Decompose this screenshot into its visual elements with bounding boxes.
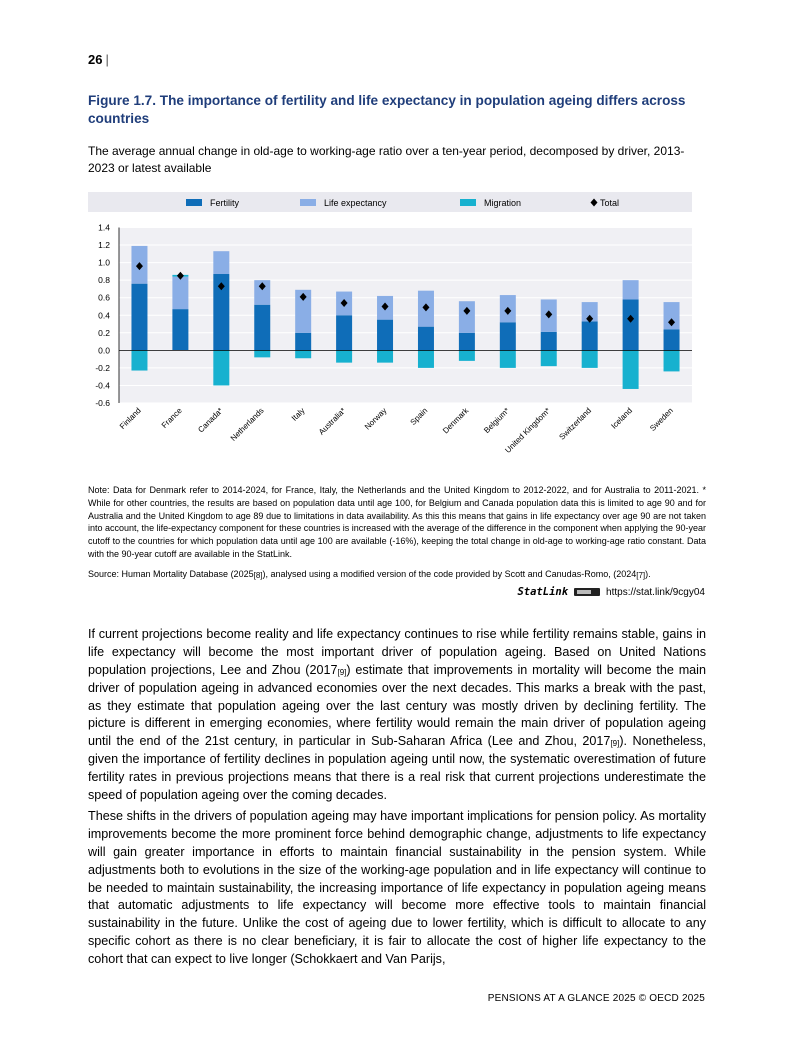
figure-subtitle: The average annual change in old-age to working-age ratio over a ten-year period, decomposed by driver, 2013-2023 or latest available (88, 144, 685, 175)
bar-fertility (500, 322, 516, 350)
bar-migration (500, 350, 516, 368)
y-tick-label: -0.4 (95, 380, 110, 391)
y-tick-label: 0.6 (98, 292, 110, 303)
y-tick-label: 1.4 (98, 222, 110, 233)
bar-life-expectancy (623, 280, 639, 299)
x-tick-label: Spain (408, 406, 430, 427)
page-footer: PENSIONS AT A GLANCE 2025 © OECD 2025 (487, 993, 705, 1004)
bar-fertility (295, 333, 311, 351)
bar-life-expectancy (213, 251, 229, 274)
legend-label-2: Migration (484, 198, 522, 208)
decomposition-chart (88, 190, 704, 470)
bar-migration (664, 350, 680, 371)
bar-fertility (254, 305, 270, 351)
bar-migration (254, 350, 270, 357)
legend-label-3: Total (600, 198, 620, 208)
legend-label-0: Fertility (210, 198, 239, 208)
bar-migration (295, 350, 311, 358)
x-tick-label: Denmark (440, 406, 471, 436)
bar-migration (582, 350, 598, 368)
y-tick-label: 0.0 (98, 345, 110, 356)
x-tick-label: France (159, 406, 184, 431)
y-tick-label: -0.2 (95, 362, 110, 373)
y-tick-label: 1.2 (98, 240, 110, 251)
x-tick-label: Italy (289, 406, 307, 423)
figure-source: Source: Human Mortality Database $(2025_{[8]})$, analysed using a modified version of the code provided by Scott and Canudas-Romo, $(2024_{[7]})$. (88, 569, 651, 580)
bar-migration (623, 350, 639, 389)
legend-swatch-0 (186, 199, 202, 206)
statlink[interactable] (517, 586, 705, 598)
x-tick-label: United Kingdom* (503, 406, 553, 455)
figure-note: Note: Data for Denmark refer to 2014-2024, for France, Italy, the Netherlands and the United Kingdom to 2012-2022, and for Australia to 2011-2021. * While for other countries, the results are based on population data until age 100, for Belgium and Canada population data this is limited to age 90 and for Australia and the United Kingdom to age 89 due to limitations in data availability. As this this means that gains in life expectancy over age 90 are not taken into account, the life-expectancy component for these countries is increased with the average of the difference in the component when applying the 90-year cutoff to the countries for which population data until age 100 are available (-16%), keeping the total change in old-age to working-age ratio constant. Data with the 90-year cutoff are available in the StatLink. (88, 485, 706, 559)
bar-fertility (459, 333, 475, 351)
bar-life-expectancy (172, 277, 188, 309)
statlink-url[interactable]: https://stat.link/9cgy04 (606, 586, 705, 598)
x-tick-label: Netherlands (228, 406, 266, 443)
bar-migration (336, 350, 352, 362)
bar-fertility (418, 327, 434, 351)
bar-fertility (623, 299, 639, 350)
bar-fertility (131, 284, 147, 351)
page-number: 26 | (88, 52, 109, 67)
bar-migration (459, 350, 475, 361)
y-tick-label: 0.4 (98, 310, 110, 321)
bar-fertility (336, 315, 352, 350)
bar-fertility (172, 309, 188, 350)
y-tick-label: 0.2 (98, 327, 110, 338)
x-tick-label: Norway (362, 406, 389, 432)
bar-migration (131, 350, 147, 370)
bar-life-expectancy (459, 301, 475, 333)
statlink-logo-icon (574, 588, 600, 596)
legend-swatch-1 (300, 199, 316, 206)
x-tick-label: Sweden (648, 406, 675, 433)
x-tick-label: Iceland (609, 406, 635, 431)
bar-migration (377, 350, 393, 362)
legend-label-1: Life expectancy (324, 198, 387, 208)
bar-fertility (582, 321, 598, 350)
bar-migration (213, 350, 229, 385)
body-paragraph-1: If current projections become reality and life expectancy continues to rise while fertility remains stable, gains in life expectancy will become the most important driver of population ageing. Based on United Nations population projections, Lee and Zhou $(2017_{[9]})$ estimate that improvements in mortality will become the main driver of population ageing in advanced economies over the next decades. This marks a break with the past, as they estimate that population ageing over the last century was mostly driven by declining fertility. The picture is different in emerging economies, where fertility would remain the main driver of population ageing until the end of the 21st century, in particular in Sub-Saharan Africa (Lee and Zhou, $2017_{[9]}$). Nonetheless, given the importance of fertility declines in population ageing until now, the systematic overestimation of future fertility rates in previous projections means that there is a real risk that current projections underestimate the speed of population ageing over the coming decades. (88, 627, 707, 802)
x-tick-label: Switzerland (557, 406, 594, 442)
y-tick-label: -0.6 (95, 398, 110, 408)
statlink-label: StatLink (517, 586, 569, 598)
figure-title: Figure 1.7. The importance of fertility and life expectancy in population ageing differs across countries (88, 93, 686, 127)
bar-fertility (377, 320, 393, 351)
body-paragraph-2: These shifts in the drivers of population ageing may have important implications for pension policy. As mortality improvements become the more prominent force behind demographic change, adjustments to life expectancy will gain greater importance in efforts to maintain financial sustainability in the pension system. While adjustments both to evolutions in the size of the working-age population and in life expectancy will continue to be needed to maintain sustainability, the increasing importance of life expectancy in population ageing means that automatic adjustments to life expectancy will become more effective tools to maintain financial sustainability in the future. Unlike the cost of ageing due to lower fertility, which is difficult to allocate to any specific cohort as there is no clear beneficiary, it is fair to allocate the cost of higher life expectancy to the cohort that can expect to live longer (Schokkaert and Van Parijs, (88, 809, 706, 966)
bar-fertility (541, 332, 557, 350)
bar-fertility (664, 329, 680, 350)
x-tick-label: Australia* (316, 406, 348, 437)
legend-swatch-2 (460, 199, 476, 206)
bar-migration (541, 350, 557, 366)
y-tick-label: 0.8 (98, 275, 110, 286)
x-tick-label: Canada* (196, 406, 225, 435)
bar-migration (418, 350, 434, 368)
x-tick-label: Belgium* (482, 406, 512, 436)
x-tick-label: Finland (117, 406, 143, 431)
y-tick-label: 1.0 (98, 257, 110, 268)
